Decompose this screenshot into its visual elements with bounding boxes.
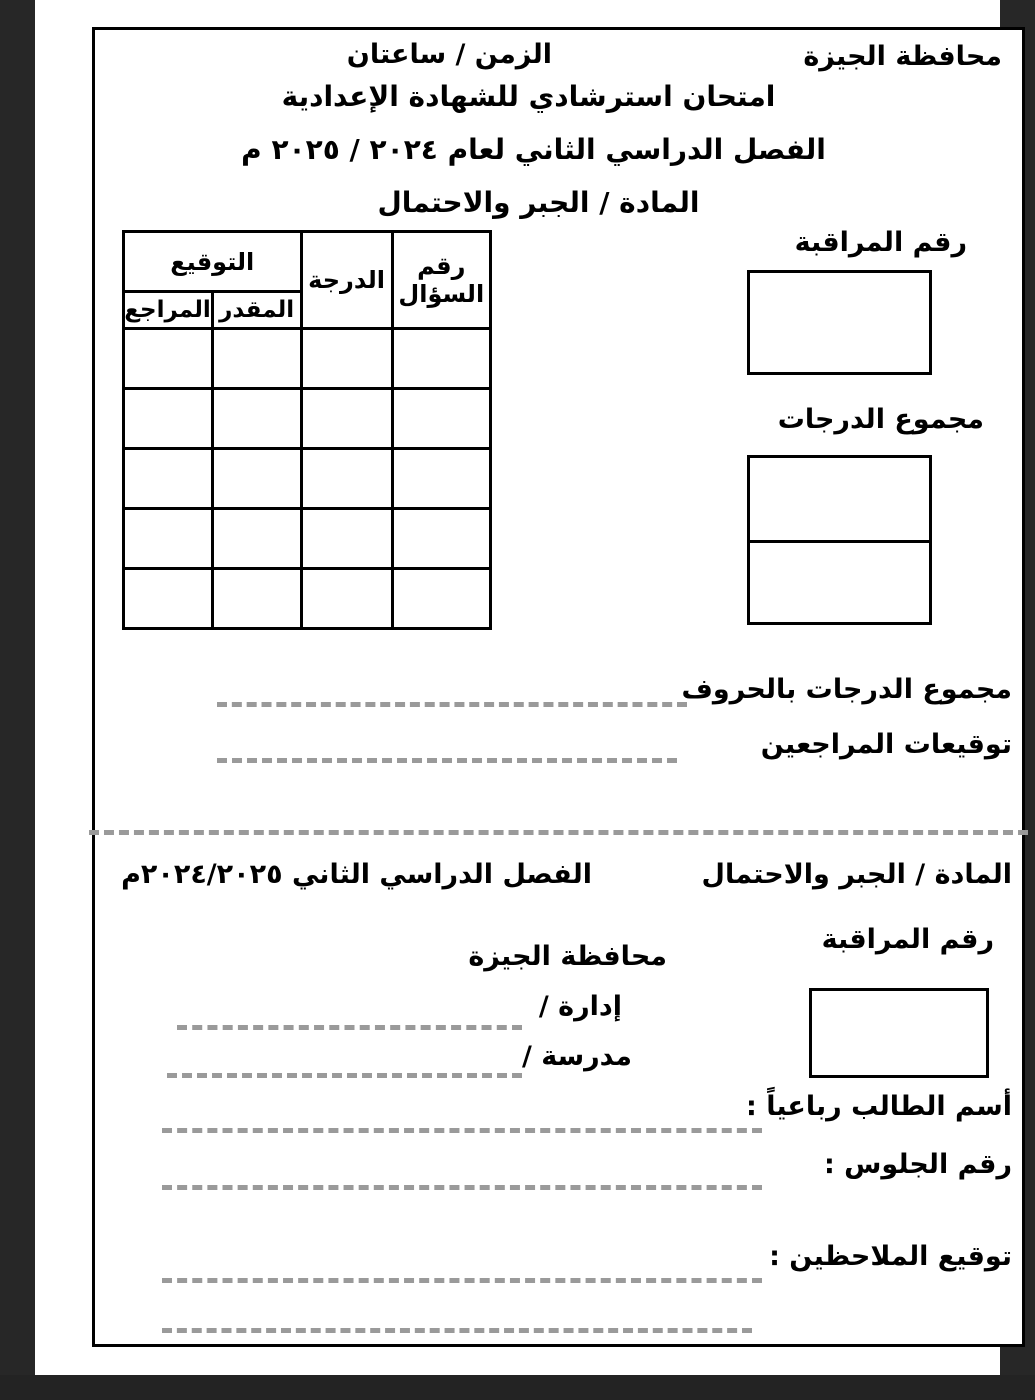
cropped-ui-strip (0, 1375, 1035, 1400)
cell-grade[interactable] (301, 509, 392, 569)
observers-signature-label: توقيع الملاحظين : (769, 1241, 1012, 1272)
cell-grade[interactable] (301, 389, 392, 449)
cell-reviewer-signature[interactable] (124, 449, 213, 509)
header-exam-time: الزمن / ساعتان (346, 39, 552, 70)
table-row (124, 569, 491, 629)
reviewers-signatures-label: توقيعات المراجعين (760, 729, 1012, 760)
table-row (124, 509, 491, 569)
school-input[interactable] (167, 1073, 522, 1078)
table-row (124, 389, 491, 449)
student-name-label: أسم الطالب رباعياً : (746, 1091, 1012, 1122)
paper-sheet (35, 0, 1012, 1375)
observers-signature-input[interactable] (162, 1278, 762, 1283)
table-row (124, 449, 491, 509)
th-signature-reviewer: المراجع (124, 292, 213, 329)
th-signature-estimator: المقدر (212, 292, 301, 329)
student-name-input[interactable] (162, 1128, 762, 1133)
lower-governorate: محافظة الجيزة (468, 941, 667, 972)
cell-grade[interactable] (301, 569, 392, 629)
table-row (124, 329, 491, 389)
cell-question-number[interactable] (392, 329, 490, 389)
header-subject: المادة / الجبر والاحتمال (377, 186, 700, 219)
total-in-letters-input[interactable] (217, 702, 687, 707)
cell-estimator-signature[interactable] (212, 449, 301, 509)
total-in-letters-label: مجموع الدرجات بالحروف (681, 674, 1012, 705)
header-exam-title: امتحان استرشادي للشهادة الإعدادية (281, 80, 776, 113)
cell-estimator-signature[interactable] (212, 509, 301, 569)
cell-reviewer-signature[interactable] (124, 389, 213, 449)
marks-table (122, 230, 492, 630)
cell-question-number[interactable] (392, 509, 490, 569)
total-marks-label: مجموع الدرجات (777, 404, 984, 435)
lower-invigilation-number-label: رقم المراقبة (821, 924, 994, 955)
header-term-year: الفصل الدراسي الثاني لعام ٢٠٢٤ / ٢٠٢٥ م (241, 133, 826, 166)
th-signature: التوقيع (124, 232, 302, 292)
lower-term-year: الفصل الدراسي الثاني ٢٠٢٤/٢٠٢٥م (121, 859, 592, 890)
seat-number-input[interactable] (162, 1185, 762, 1190)
invigilation-number-box[interactable] (747, 270, 932, 375)
header-governorate: محافظة الجيزة (803, 41, 1002, 72)
lower-subject: المادة / الجبر والاحتمال (701, 859, 1012, 890)
table-header-row-top (124, 232, 491, 292)
cell-estimator-signature[interactable] (212, 569, 301, 629)
th-grade: الدرجة (301, 232, 392, 329)
lower-invigilation-number-box[interactable] (809, 988, 989, 1078)
cell-estimator-signature[interactable] (212, 329, 301, 389)
section-separator (89, 830, 1028, 835)
administration-label: إدارة / (538, 991, 622, 1022)
cell-grade[interactable] (301, 449, 392, 509)
cell-grade[interactable] (301, 329, 392, 389)
seat-number-label: رقم الجلوس : (823, 1149, 1012, 1180)
observers-signature-input-2[interactable] (162, 1328, 752, 1333)
cell-question-number[interactable] (392, 449, 490, 509)
total-marks-box-divider (750, 540, 929, 543)
cell-question-number[interactable] (392, 389, 490, 449)
total-marks-box[interactable] (747, 455, 932, 625)
cell-reviewer-signature[interactable] (124, 329, 213, 389)
invigilation-number-label: رقم المراقبة (794, 227, 967, 258)
school-label: مدرسة / (521, 1041, 632, 1072)
cell-reviewer-signature[interactable] (124, 509, 213, 569)
cell-estimator-signature[interactable] (212, 389, 301, 449)
exam-cover-sheet (92, 27, 1025, 1347)
cell-question-number[interactable] (392, 569, 490, 629)
th-question-number: رقم السؤال (392, 232, 490, 329)
administration-input[interactable] (177, 1025, 522, 1030)
reviewers-signatures-input[interactable] (217, 758, 677, 763)
cell-reviewer-signature[interactable] (124, 569, 213, 629)
